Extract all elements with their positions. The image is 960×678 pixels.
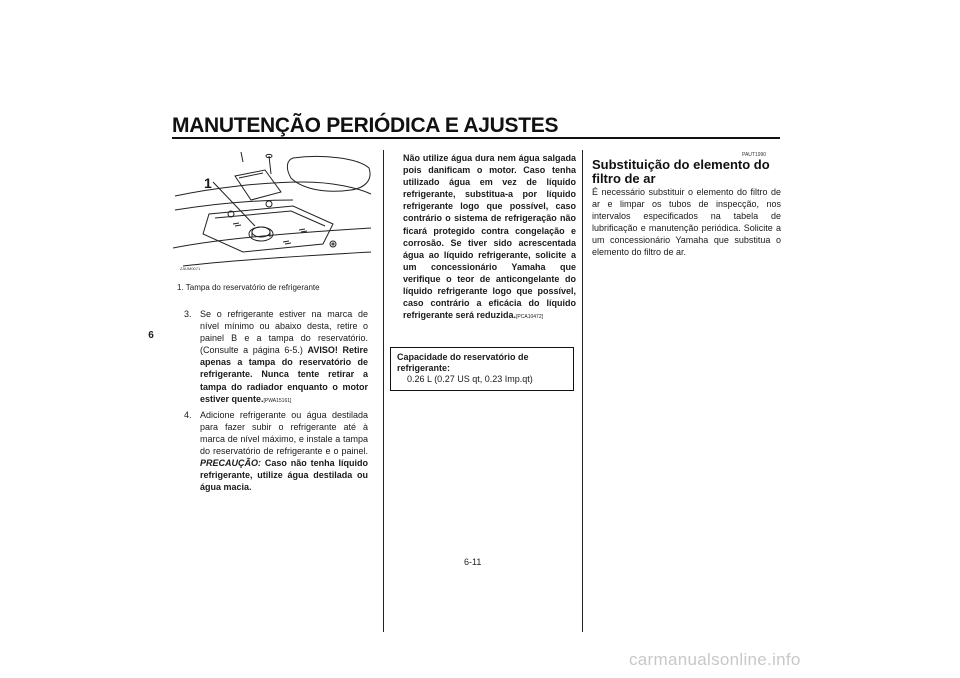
column-b	[403, 152, 576, 323]
column-a	[178, 308, 368, 495]
column-divider-right	[582, 150, 583, 632]
step-4-text: Adicione refrigerante ou água destilada para fazer subir o refrigerante até à marca de nível máximo, e instale a tampa do reservatório de refrigerante e o painel.	[200, 409, 368, 457]
coolant-capacity-value: 0.26 L (0.27 US qt, 0.23 Imp.qt)	[407, 374, 533, 384]
coolant-reservoir-cap-illustration	[173, 148, 373, 276]
section-heading: Substituição do elemento do filtro de ar	[592, 157, 770, 186]
column-b-text: Não utilize água dura nem água salgada pois danificam o motor. Caso tenha utilizado água em vez de líquido refrigerante, substitua-a por líquido refrigerante logo que possível, caso contrário o sistema de refrigeração não ficará protegido contra congelação e corrosão. Se tiver sido acrescentada água ao líquido refrigerante, solicite a um concessionário Yamaha que verifique o teor de anticongelante do líquido refrigerante logo que possível, caso contrário a eficácia do líquido refrigerante será reduzida.	[403, 153, 576, 321]
chapter-tab: 6	[148, 330, 154, 341]
step-4	[178, 409, 368, 494]
column-divider-left	[383, 150, 384, 632]
column-c-text: É necessário substituir o elemento do filtro de ar e limpar os tubos de inspecção, nos intervalos especificados na tabela de lubrificação e manutenção periódica. Solicite a um concessionário Yamaha que substitua o elemento do filtro de ar.	[592, 187, 781, 258]
step-3-number: 3.	[184, 309, 192, 319]
coolant-capacity-box	[390, 347, 574, 391]
step-3-text: Se o refrigerante estiver na marca de nível mínimo ou abaixo desta, retire o painel B e a tampa do reservatório. (Consulte a página 6-5.)	[200, 309, 368, 356]
figure-code: ZAUM0071	[180, 266, 201, 271]
section-ref-code: PAUT1990	[742, 152, 767, 158]
step-4-number: 4.	[184, 409, 192, 420]
step-3-ref: [PWA15161]	[263, 397, 292, 404]
column-b-ref: [PCA10472]	[516, 314, 544, 321]
watermark: carmanualsonline.info	[629, 650, 801, 669]
page-title: MANUTENÇÃO PERIÓDICA E AJUSTES	[172, 114, 559, 137]
title-rule	[172, 137, 780, 139]
column-c	[592, 186, 781, 259]
figure-caption: 1. Tampa do reservatório de refrigerante	[177, 283, 320, 292]
coolant-reservoir-figure	[173, 148, 373, 276]
step-4-caution: Caso não tenha líquido refrigerante, utilize água destilada ou água macia.	[200, 458, 368, 493]
step-4-caution-label: PRECAUÇÃO:	[200, 458, 262, 469]
coolant-capacity-label: Capacidade do reservatório de refrigerante:	[397, 352, 529, 373]
figure-callout-number: 1	[204, 175, 212, 191]
step-3	[178, 308, 368, 407]
page-number: 6-11	[464, 557, 482, 567]
step-3-warning: AVISO! Retire apenas a tampa do reservatório de refrigerante. Nunca tente retirar a tampa do radiador enquanto o motor estiver quente.	[200, 345, 368, 404]
